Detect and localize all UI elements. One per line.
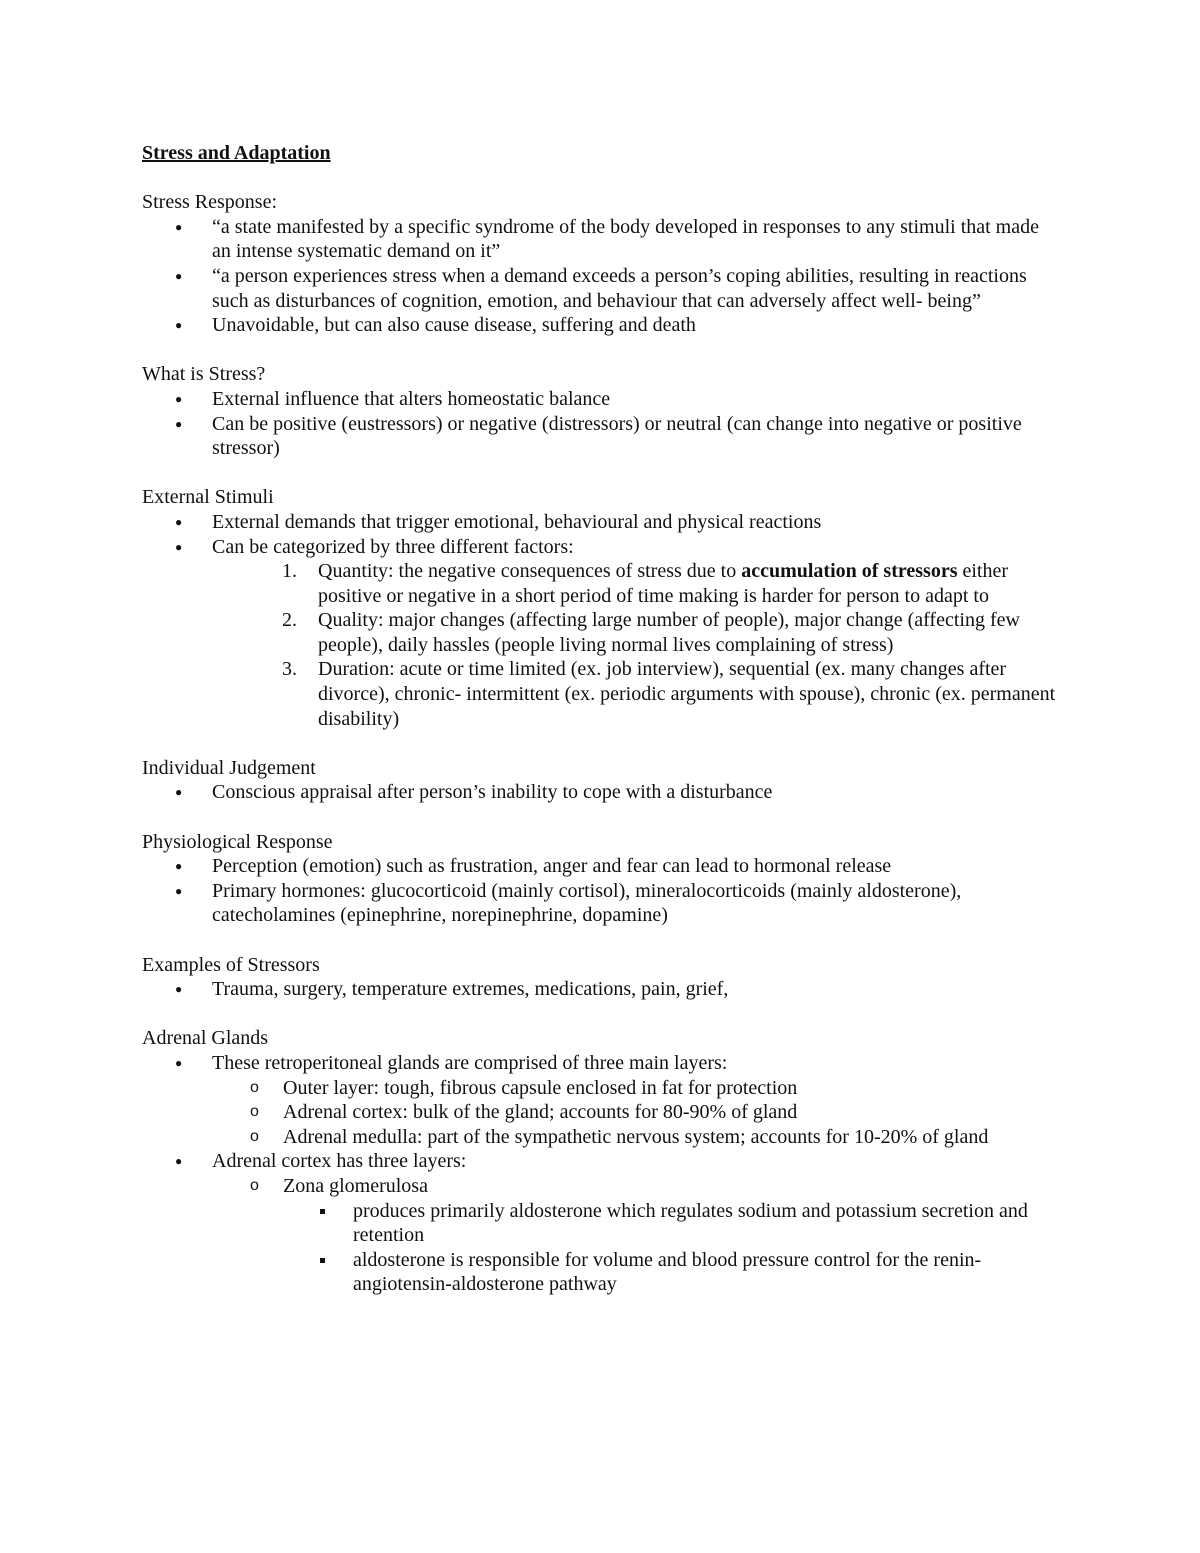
list-item: ● External demands that trigger emotional, behavioural and physical reactions [142,510,1062,535]
sub-item-text: Adrenal medulla: part of the sympathetic nervous system; accounts for 10-20% of gland [283,1125,989,1148]
section-heading-examples-of-stressors: Examples of Stressors [142,953,320,976]
list-item: ● These retroperitoneal glands are comprised of three main layers: [142,1051,1062,1076]
square-bullet-item: aldosterone is responsible for volume and blood pressure control for the renin-angiotensin-aldosterone pathway [142,1248,1062,1297]
adrenal-layers-list [142,1076,1062,1150]
what-is-stress-list [142,387,1062,461]
adrenal-glands-list [142,1051,1062,1076]
sub-list-item [142,1174,1062,1199]
section-heading-physiological-response: Physiological Response [142,830,333,853]
list-item: ● Can be positive (eustressors) or negative (distressors) or neutral (can change into negative or positive stressor) [142,412,1062,461]
item-text: either positive or negative in a short period of time making is harder for person to adapt to [318,560,1009,607]
section-heading-external-stimuli: External Stimuli [142,486,274,509]
item-text-emphasis: accumulation of stressors [741,560,958,583]
stress-response-list [142,215,1062,338]
stress-factors-list [142,559,1062,731]
list-item: ● Unavoidable, but can also cause disease, suffering and death [142,313,1062,338]
list-item: ● Can be categorized by three different factors: [142,535,1062,560]
cortex-layers-list [142,1174,1062,1199]
document-body [142,141,1062,1297]
item-number: 3. [282,658,297,681]
section-heading-stress-response: Stress Response: [142,191,277,214]
sub-item-text: Zona glomerulosa [283,1174,428,1197]
list-item: ● Primary hormones: glucocorticoid (mainly cortisol), mineralocorticoids (mainly aldosterone), catecholamines (epinephrine, norepinephrine, dopamine) [142,879,1062,928]
circle-bullet-icon: o [250,1176,259,1194]
sub-item-text: Adrenal cortex: bulk of the gland; accounts for 80-90% of gland [283,1101,798,1124]
zona-glomerulosa-list [142,1199,1062,1297]
sub-item-text: Outer layer: tough, fibrous capsule enclosed in fat for protection [283,1076,798,1099]
circle-bullet-icon: o [250,1078,259,1096]
square-bullet-item: produces primarily aldosterone which regulates sodium and potassium secretion and retention [142,1199,1062,1248]
section-heading-adrenal-glands: Adrenal Glands [142,1027,269,1050]
physiological-response-list [142,854,1062,928]
list-item: ● Perception (emotion) such as frustration, anger and fear can lead to hormonal release [142,854,1062,879]
list-item: ● Trauma, surgery, temperature extremes, medications, pain, grief, [142,977,1062,1002]
item-text: Quantity: the negative consequences of stress due to [318,560,742,583]
list-item: ● “a state manifested by a specific syndrome of the body developed in responses to any stimuli that made an intense systematic demand on it” [142,215,1062,264]
examples-of-stressors-list [142,977,1062,1002]
section-heading-individual-judgement: Individual Judgement [142,756,316,779]
external-stimuli-list [142,510,1062,559]
list-item: ● External influence that alters homeostatic balance [142,387,1062,412]
list-item: ● “a person experiences stress when a demand exceeds a person’s coping abilities, resulting in reactions such as disturbances of cognition, emotion, and behaviour that can adversely affect well- being” [142,264,1062,313]
circle-bullet-icon: o [250,1103,259,1121]
item-number: 1. [282,560,297,583]
individual-judgement-list [142,780,1062,805]
list-item: ● Conscious appraisal after person’s inability to cope with a disturbance [142,780,1062,805]
numbered-item-duration [142,657,1062,731]
section-heading-what-is-stress: What is Stress? [142,363,266,386]
item-text: Duration: acute or time limited (ex. job interview), sequential (ex. many changes after divorce), chronic- intermittent (ex. periodic arguments with spouse), chronic (ex. permanent disability) [318,658,1056,730]
adrenal-cortex-list [142,1149,1062,1174]
sub-list-item [142,1076,1062,1101]
document-title: Stress and Adaptation [142,142,331,164]
sub-list-item [142,1100,1062,1125]
numbered-item-quantity [142,559,1062,608]
circle-bullet-icon: o [250,1127,259,1145]
item-text: Quality: major changes (affecting large number of people), major change (affecting few people), daily hassles (people living normal lives complaining of stress) [318,609,1020,656]
sub-list-item [142,1125,1062,1150]
numbered-item-quality [142,608,1062,657]
list-item: ● Adrenal cortex has three layers: [142,1149,1062,1174]
item-number: 2. [282,609,297,632]
